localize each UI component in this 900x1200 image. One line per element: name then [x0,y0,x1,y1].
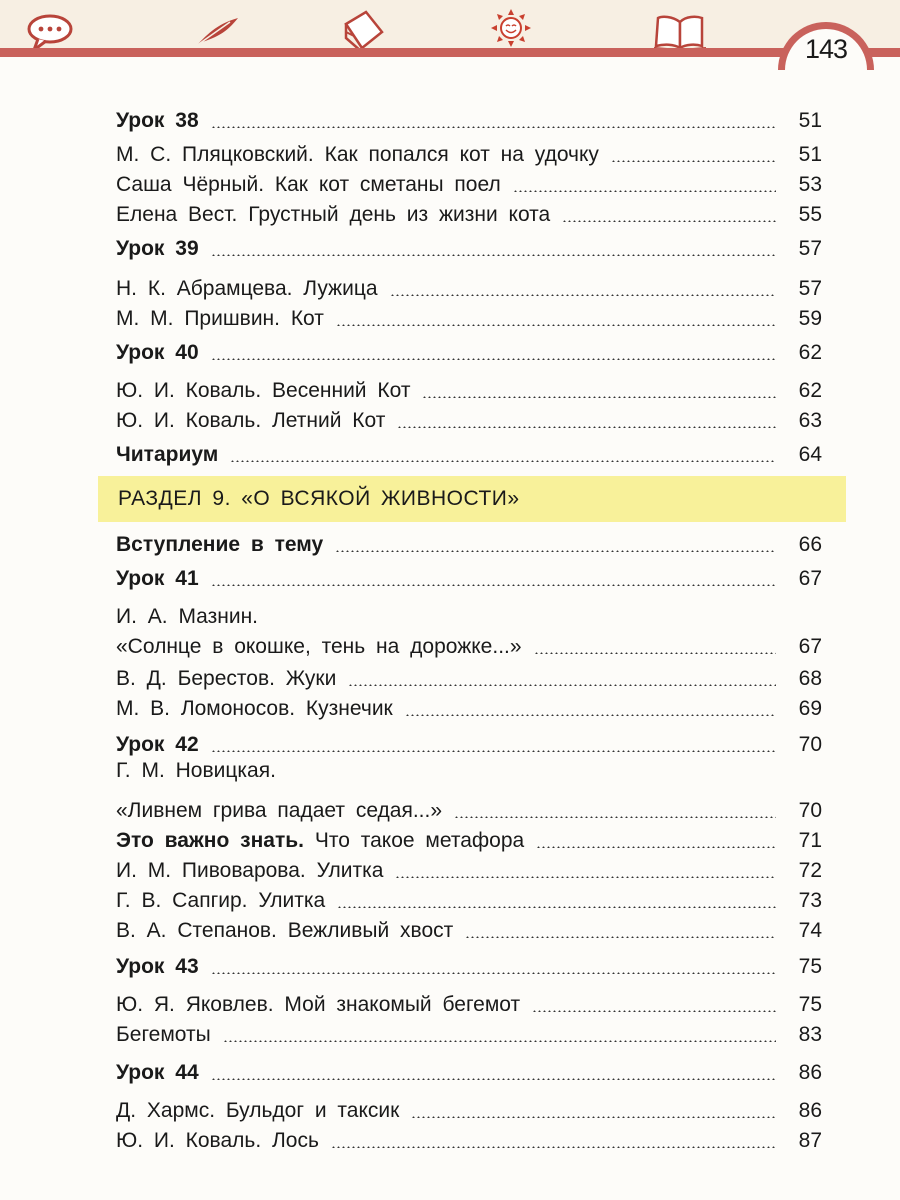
page-header [0,0,900,52]
toc-entry-page: 73 [798,889,822,912]
toc-entry-page: 57 [798,277,822,300]
dot-leader [211,126,776,128]
toc-entry [116,237,822,265]
toc-entry-title: Ю. И. Коваль. Весенний Кот [116,379,411,402]
dot-leader [211,254,776,256]
dot-leader [211,358,776,360]
toc-entry-page: 62 [798,341,822,364]
toc-entry-title: Г. М. Новицкая. [116,759,276,782]
dot-leader [390,294,776,296]
toc-entry [116,919,822,947]
toc-entry-title: В. Д. Берестов. Жуки [116,667,337,690]
toc-entry [116,443,822,471]
toc-entry [116,733,822,761]
toc-entry-title: Г. В. Сапгир. Улитка [116,889,326,912]
toc-entry-title: Урок 43 [116,955,199,978]
toc-entry [116,759,822,787]
dot-leader [465,936,776,938]
dot-leader [223,1040,776,1042]
toc-entry-page: 57 [798,237,822,260]
toc-entry [116,955,822,983]
feather-icon [192,14,242,48]
toc-entry-page: 63 [798,409,822,432]
toc-entry-page: 67 [798,567,822,590]
toc-entry-title: И. М. Пивоварова. Улитка [116,859,384,882]
toc-entry-page: 86 [798,1099,822,1122]
dot-leader [611,160,776,162]
toc-entry [116,1099,822,1127]
toc-entry-page: 70 [798,733,822,756]
dot-leader [405,714,776,716]
toc-entry [116,1129,822,1157]
toc-entry [116,697,822,725]
toc-entry [116,109,822,137]
dot-leader [411,1116,776,1118]
toc-entry-page: 75 [798,955,822,978]
toc-entry [116,277,822,305]
toc-entry-page: 69 [798,697,822,720]
toc-entry-title: Урок 38 [116,109,199,132]
toc-entry [116,379,822,407]
dot-leader [335,550,776,552]
dot-leader [211,584,776,586]
toc-entry-title: Урок 44 [116,1061,199,1084]
toc-entry-title: М. М. Пришвин. Кот [116,307,324,330]
toc-entry-page: 66 [798,533,822,556]
toc-entry-title: М. С. Пляцковский. Как попался кот на удочку [116,143,599,166]
dot-leader [536,846,776,848]
toc-entry-title: Это важно знать. Что такое метафора [116,829,525,852]
page-number: 143 [804,34,848,64]
dot-leader [211,750,776,752]
toc-entry-page: 51 [798,109,822,132]
dot-leader [331,1146,776,1148]
toc-entry-title: Ю. Я. Яковлев. Мой знакомый бегемот [116,993,521,1016]
toc-entry [116,533,822,561]
toc-entry-title: Н. К. Абрамцева. Лужица [116,277,378,300]
toc-entry [116,859,822,887]
toc-entry [116,341,822,369]
toc-entry [116,307,822,335]
toc-entry-title: «Ливнем грива падает седая...» [116,799,443,822]
toc-entry [116,567,822,595]
toc-entry-title: «Солнце в окошке, тень на дорожке...» [116,635,522,658]
toc-entry-page: 51 [798,143,822,166]
toc-entry-page: 74 [798,919,822,942]
dot-leader [532,1010,776,1012]
dot-leader [534,652,776,654]
toc-entry [116,799,822,827]
toc-entry-page: 62 [798,379,822,402]
toc-entry-page: 86 [798,1061,822,1084]
toc-entry-page: 83 [798,1023,822,1046]
dot-leader [337,906,776,908]
dot-leader [211,972,776,974]
toc-entry-page: 67 [798,635,822,658]
section-title: РАЗДЕЛ 9. «О ВСЯКОЙ ЖИВНОСТИ» [118,487,520,510]
toc-entry [116,667,822,695]
toc-entry [116,409,822,437]
toc-entry-page: 53 [798,173,822,196]
dot-leader [395,876,776,878]
toc-entry-page: 71 [798,829,822,852]
dot-leader [422,396,776,398]
toc-entry-title: Д. Хармс. Бульдог и таксик [116,1099,400,1122]
toc-entry-title: Ю. И. Коваль. Лось [116,1129,319,1152]
toc-entry [116,829,822,857]
dot-leader [454,816,776,818]
toc-entry-title: Урок 42 [116,733,199,756]
toc-entry-title: Урок 39 [116,237,199,260]
toc-entry [116,889,822,917]
toc-entry-title: Урок 41 [116,567,199,590]
toc-entry [116,1061,822,1089]
toc-entry-page: 72 [798,859,822,882]
toc-entry [116,203,822,231]
dot-leader [348,684,776,686]
toc-entry-page: 68 [798,667,822,690]
toc-entry-title: Саша Чёрный. Как кот сметаны поел [116,173,501,196]
toc-entry-title: Елена Вест. Грустный день из жизни кота [116,203,551,226]
toc-entry-page: 64 [798,443,822,466]
dot-leader [397,426,776,428]
toc-entry [116,1023,822,1051]
toc-entry-title: Ю. И. Коваль. Летний Кот [116,409,386,432]
dot-leader [230,460,776,462]
toc-entry-title: Бегемоты [116,1023,211,1046]
toc-entry-page: 55 [798,203,822,226]
dot-leader [211,1078,776,1080]
toc-entry [116,143,822,171]
toc-entry-title: Урок 40 [116,341,199,364]
toc-entry-title: И. А. Мазнин. [116,605,258,628]
toc-entry [116,173,822,201]
toc-entry [116,635,822,663]
header-band [0,48,900,57]
toc-entry-title: В. А. Степанов. Вежливый хвост [116,919,454,942]
dot-leader [562,220,776,222]
dot-leader [336,324,776,326]
toc-entry [116,993,822,1021]
sun-icon [488,8,534,48]
toc-entry-title: Вступление в тему [116,533,324,556]
toc-entry-page: 59 [798,307,822,330]
toc-entry-page: 87 [798,1129,822,1152]
toc-entry-page: 70 [798,799,822,822]
book-open-icon [652,14,708,50]
toc-entry-title: М. В. Ломоносов. Кузнечик [116,697,393,720]
toc-entry [116,605,822,633]
toc-entry-title: Читариум [116,443,219,466]
toc-entry-page: 75 [798,993,822,1016]
toc-entry-label: Это важно знать. [116,829,315,852]
dot-leader [513,190,776,192]
